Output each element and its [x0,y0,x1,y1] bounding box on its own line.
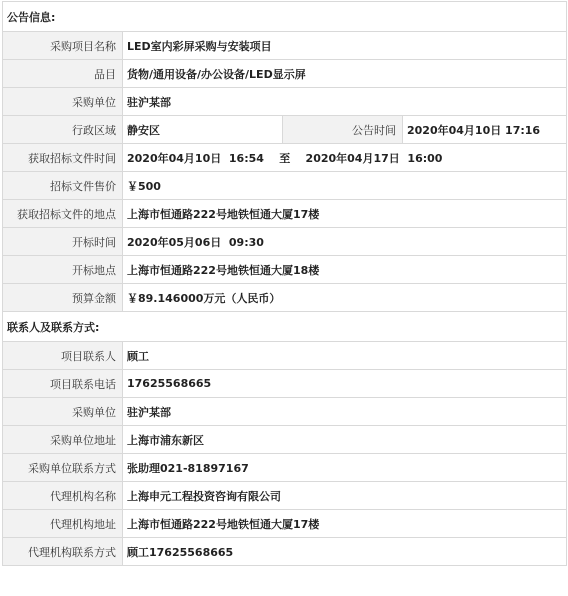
field-value: 驻沪某部 [123,88,567,116]
field-label: 预算金额 [3,284,123,312]
section-header-row [3,2,567,32]
section-header-row [3,312,567,342]
field-value: 静安区 [123,116,283,144]
table-row [3,32,567,60]
table-row [3,200,567,228]
field-value: 上海申元工程投资咨询有限公司 [123,482,567,510]
field-label: 品目 [3,60,123,88]
field-value: 上海市恒通路222号地铁恒通大厦18楼 [123,256,567,284]
field-label: 公告时间 [283,116,403,144]
field-value: 上海市恒通路222号地铁恒通大厦17楼 [123,200,567,228]
field-label: 开标地点 [3,256,123,284]
table-row [3,398,567,426]
table-row [3,88,567,116]
field-label: 获取招标文件时间 [3,144,123,172]
table-row [3,342,567,370]
field-value: 张助理021-81897167 [123,454,567,482]
field-label: 招标文件售价 [3,172,123,200]
table-row [3,454,567,482]
field-label: 采购单位联系方式 [3,454,123,482]
field-value: 上海市恒通路222号地铁恒通大厦17楼 [123,510,567,538]
contact-section-title: 联系人及联系方式: [3,312,567,342]
field-value: LED室内彩屏采购与安装项目 [123,32,567,60]
field-label: 行政区域 [3,116,123,144]
field-value: 驻沪某部 [123,398,567,426]
field-label: 采购项目名称 [3,32,123,60]
field-value: 顾工 [123,342,567,370]
field-value: 17625568665 [123,370,567,398]
table-row [3,538,567,566]
table-row [3,256,567,284]
field-label: 代理机构地址 [3,510,123,538]
table-row [3,144,567,172]
announcement-section-title: 公告信息: [3,2,567,32]
table-row [3,228,567,256]
field-label: 采购单位地址 [3,426,123,454]
table-row [3,510,567,538]
field-label: 获取招标文件的地点 [3,200,123,228]
field-value: 顾工17625568665 [123,538,567,566]
field-label: 采购单位 [3,398,123,426]
announcement-table [2,1,567,566]
field-value: ￥500 [123,172,567,200]
field-value: ￥89.146000万元（人民币） [123,284,567,312]
field-label: 项目联系人 [3,342,123,370]
field-label: 代理机构名称 [3,482,123,510]
field-value: 2020年05月06日 09:30 [123,228,567,256]
table-row [3,284,567,312]
field-label: 开标时间 [3,228,123,256]
table-row [3,116,567,144]
table-row [3,172,567,200]
field-value: 上海市浦东新区 [123,426,567,454]
table-row [3,426,567,454]
field-label: 代理机构联系方式 [3,538,123,566]
table-row [3,482,567,510]
field-label: 项目联系电话 [3,370,123,398]
field-value: 2020年04月10日 16:54 至 2020年04月17日 16:00 [123,144,567,172]
field-label: 采购单位 [3,88,123,116]
table-row [3,370,567,398]
field-value: 货物/通用设备/办公设备/LED显示屏 [123,60,567,88]
field-value: 2020年04月10日 17:16 [403,116,567,144]
table-row [3,60,567,88]
